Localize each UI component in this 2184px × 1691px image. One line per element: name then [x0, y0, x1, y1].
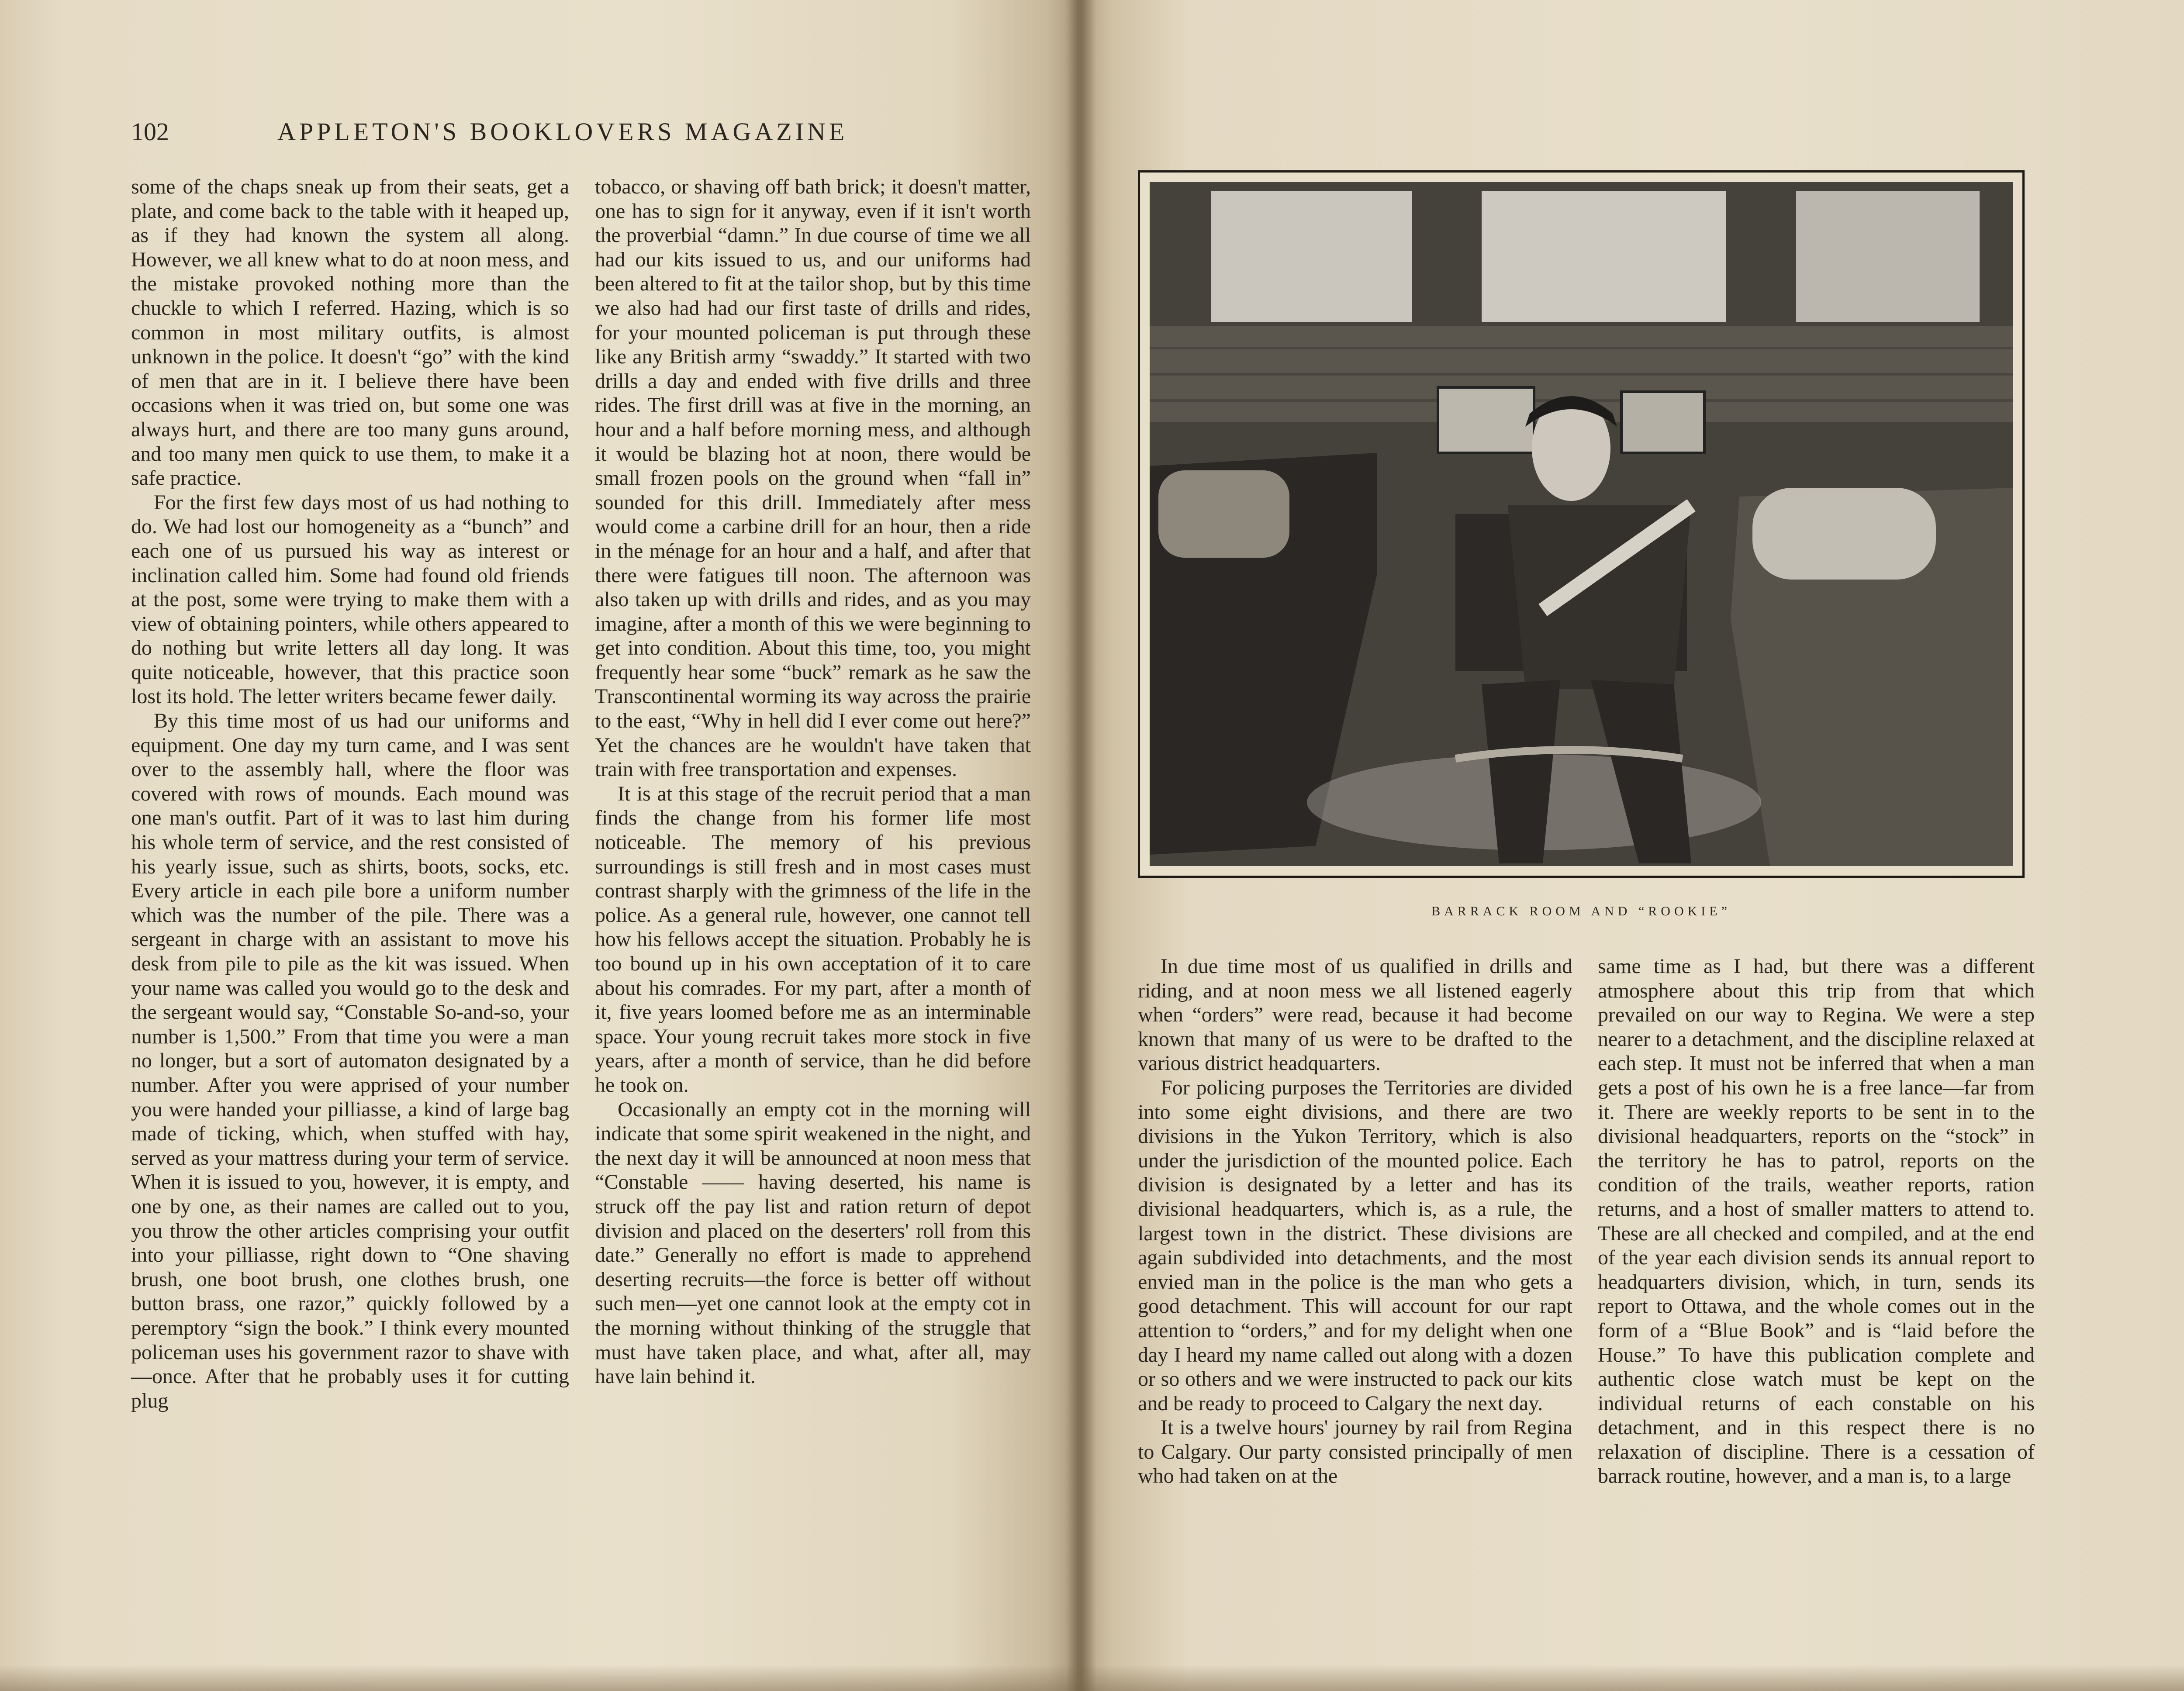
paragraph: In due time most of us qualified in drills and riding, and at noon mess we all listened eagerly when “orders” were read, because it had become known that many of us were to be drafted to the various district headquarters.: [1138, 955, 1572, 1075]
paragraph: tobacco, or shaving off bath brick; it doesn't matter, one has to sign for it anyway, even if it isn't worth the proverbial “damn.” In due course of time we all had our kits issued to us, and our uniforms had been altered to fit at the tailor shop, but by this time we also had had our first taste of drills and rides, for your mounted policeman is put through these like any British army “swaddy.” It started with two drills a day and ended with five drills and three rides. The first drill was at five in the morning, an hour and a half before morning mess, and although it would be blazing hot at noon, there would be small frozen pools on the ground when “fall in” sounded for this drill. Immediately after mess would come a carbine drill for an hour, then a ride in the ménage for an hour and a half, and after that there were fatigues till noon. The afternoon was also taken up with drills and rides, and as you may imagine, after a month of this we were beginning to get into condition. About this time, too, you might frequently hear some “buck” remark as he saw the Transcontinental worming its way across the prairie to the east, “Why in hell did I ever come out here?” Yet the chances are he wouldn't have taken that train with free transportation and expenses.: [595, 175, 1031, 781]
paragraph: By this time most of us had our uniforms and equipment. One day my turn came, and I was sent over to the assembly hall, where the floor was covered with rows of mounds. Each mound was one man's outfit. Part of it was to last him during his whole term of service, and the rest consisted of his yearly issue, such as shirts, boots, socks, etc. Every article in each pile bore a uniform number which was the number of the pile. There was a sergeant in charge with an assistant to move his desk from pile to pile as the kit was issued. When your name was called you would go to the desk and the sergeant would say, “Constable So-and-so, your number is 1,500.” From that time you were a man no longer, but a sort of automaton designated by a number. After you were apprised of your number you were handed your pilliasse, a kind of large bag made of ticking, which, when stuffed with hay, served as your mattress during your term of service. When it is issued to you, however, it is empty, and one by one, as their names are called out to you, you throw the other articles comprising your outfit into your pilliasse, right down to “One shaving brush, one boot brush, one clothes brush, one button brass, one razor,” quickly followed by a peremptory “sign the book.” I think every mounted policeman uses his government razor to shave with—once. After that he probably uses it for cutting plug: [131, 709, 569, 1412]
left-page: [0, 0, 1079, 1691]
barrack-photo: [1150, 182, 2013, 866]
left-column-1: [131, 175, 569, 1413]
page-bottom-edge: [0, 1665, 2184, 1691]
figure-caption: BARRACK ROOM AND “ROOKIE”: [1431, 904, 1731, 918]
right-column-1: [1138, 954, 1572, 1488]
right-column-2: [1598, 954, 2035, 1488]
paragraph: It is at this stage of the recruit period that a man finds the change from his former life most noticeable. The memory of his previous surroundings is still fresh and in most cases must contrast sharply with the grimness of the life in the police. As a general rule, however, one cannot tell how his fellows accept the situation. Probably he is too bound up in his own acceptation of it to care about his comrades. For my part, after a month of it, five years loomed before me as an interminable space. Your young recruit takes more stock in five years, after a month of service, than he did before he took on.: [595, 782, 1031, 1097]
page-number: 102: [131, 117, 169, 146]
paragraph: some of the chaps sneak up from their seats, get a plate, and come back to the table with it heaped up, as if they had known the system all along. However, we all knew what to do at noon mess, and the mistake provoked nothing more than the chuckle to which I referred. Hazing, which is so common in most military outfits, is almost unknown in the police. It doesn't “go” with the kind of men that are in it. I believe there have been occasions when it was tried on, but some one was always hurt, and there are too many guns around, and too many men quick to use them, to make it a safe practice.: [131, 175, 569, 490]
left-column-2: [595, 175, 1031, 1389]
barrack-photo-figure: [1138, 170, 2025, 878]
paragraph: For the first few days most of us had nothing to do. We had lost our homogeneity as a “bunch” and each one of us pursued his way as interest or inclination called him. Some had found old friends at the post, some were trying to make them with a view of obtaining pointers, while others appeared to do nothing but write letters all day long. It was quite noticeable, however, that this practice soon lost its hold. The letter writers became fewer daily.: [131, 490, 569, 708]
barrack-photo-illustration: [1150, 182, 2013, 866]
paragraph: For policing purposes the Territories are divided into some eight divisions, and there are two divisions in the Yukon Territory, which is also under the jurisdiction of the mounted police. Each division is designated by a letter and has its divisional headquarters, which is, as a rule, the largest town in the district. These divisions are again subdivided into detachments, and the most envied man in the police is the man who gets a good detachment. This will account for our rapt attention to “orders,” and for my delight when one day I heard my name called out along with a dozen or so others and we were instructed to pack our kits and be ready to proceed to Calgary the next day.: [1138, 1076, 1572, 1415]
running-head-title: APPLETON'S BOOKLOVERS MAGAZINE: [277, 117, 848, 146]
paragraph: It is a twelve hours' journey by rail from Regina to Calgary. Our party consisted principally of men who had taken on at the: [1138, 1416, 1572, 1488]
paragraph: same time as I had, but there was a different atmosphere about this trip from that which prevailed on our way to Regina. We were a step nearer to a detachment, and the discipline relaxed at each step. It must not be inferred that when a man gets a post of his own he is a free lance—far from it. There are weekly reports to be sent in to the divisional headquarters, reports on the “stock” in the territory he has to patrol, reports on the condition of the trails, weather reports, ration returns, and a host of smaller matters to attend to. These are all checked and compiled, and at the end of the year each division sends its annual report to headquarters division, which, in turn, sends its report to Ottawa, and the whole comes out in the form of a “Blue Book” and is “laid before the House.” To have this publication complete and authentic close watch must be kept on the individual returns of each constable on his detachment, and in this respect there is no relaxation of discipline. There is a cessation of barrack routine, however, and a man is, to a large: [1598, 955, 2035, 1488]
book-gutter: [1066, 0, 1096, 1691]
paragraph: Occasionally an empty cot in the morning will indicate that some spirit weakened in the night, and the next day it will be announced at noon mess that “Constable —— having deserted, his name is struck off the pay list and ration return of depot division and placed on the deserters' roll from this date.” Generally no effort is made to apprehend deserting recruits—the force is better off without such men—yet one cannot look at the empty cot in the morning without thinking of the struggle that must have taken place, and what, after all, may have lain behind it.: [595, 1097, 1031, 1388]
